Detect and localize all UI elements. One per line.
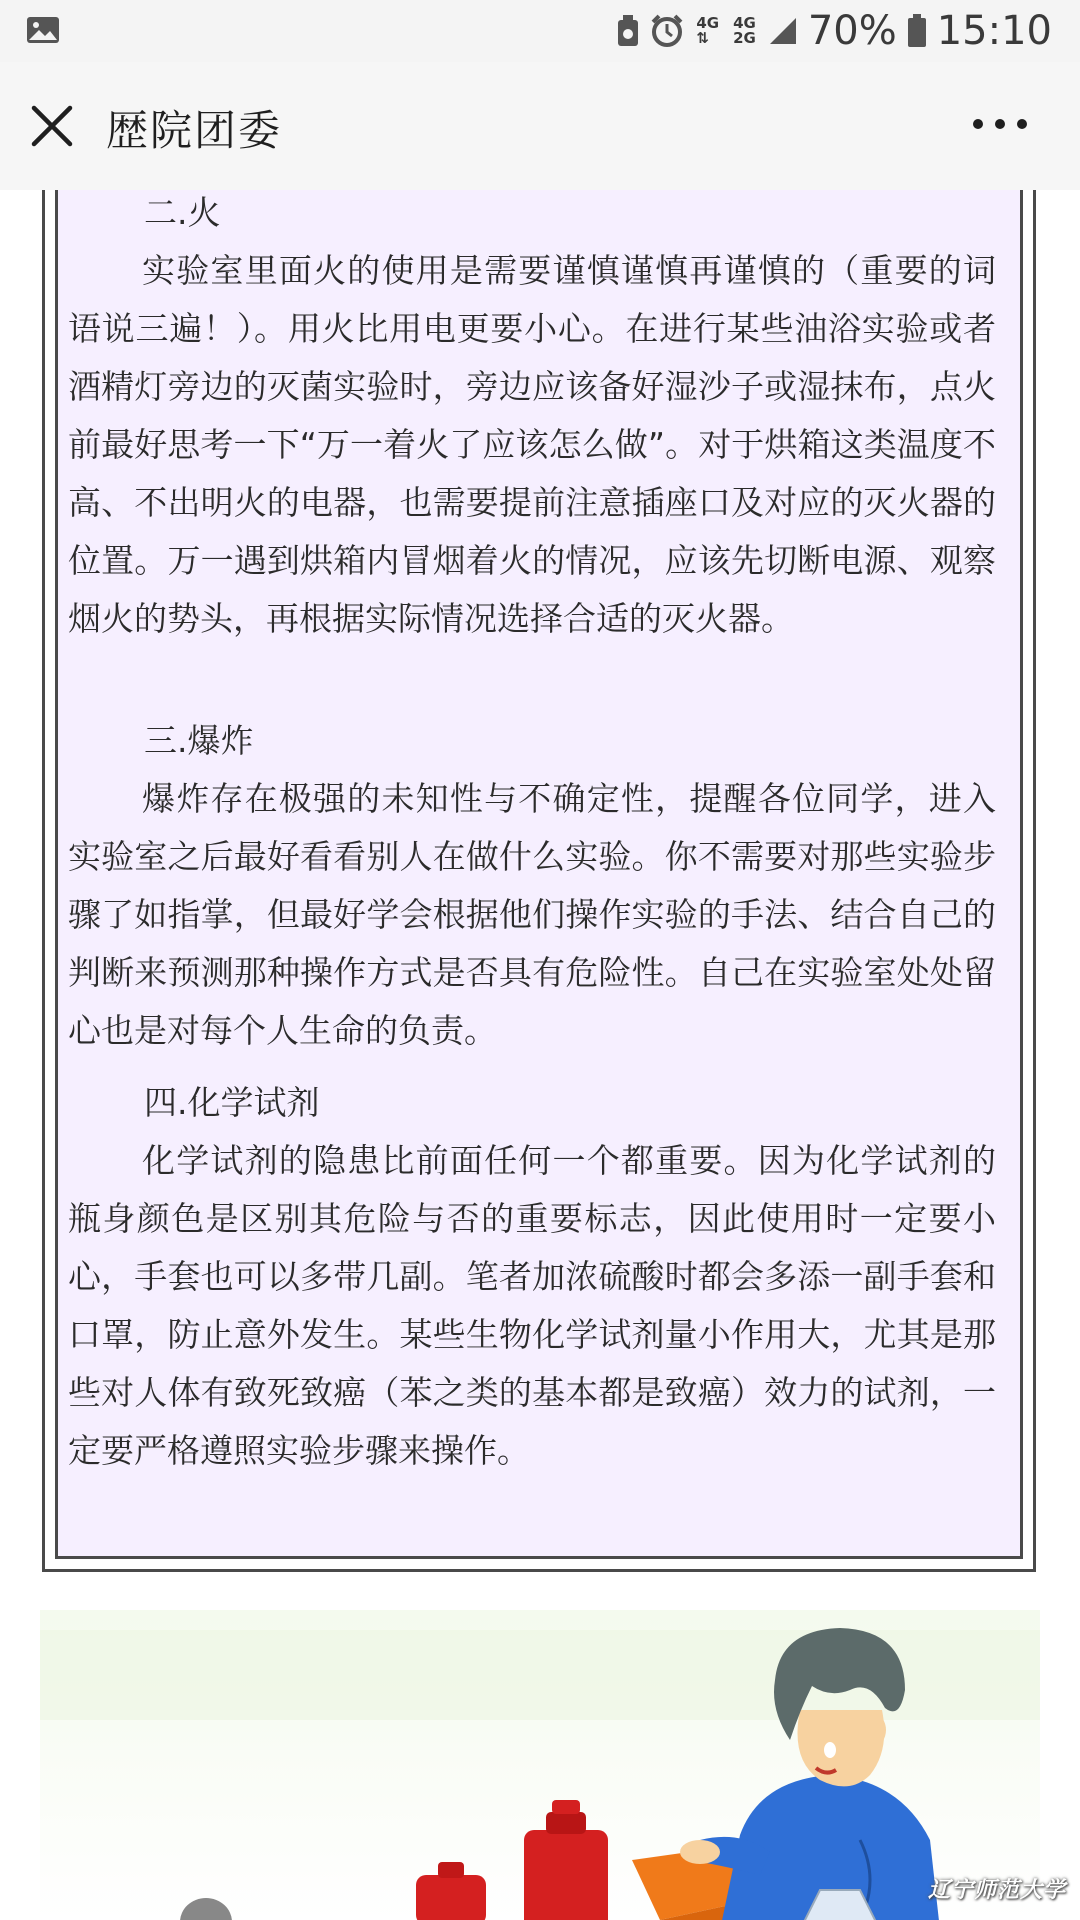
section-body-fire: 实验室里面火的使用是需要谨慎谨慎再谨慎的（重要的词语说三遍！）。用火比用电更要小心。在进行某些油浴实验或者酒精灯旁边的灭菌实验时，旁边应该备好湿沙子或湿抹布，点火前最好思考一下“万一着火了应该怎么做”。对于烘箱这类温度不高、不出明火的电器，也需要提前注意插座口及对应的灭火器的位置。万一遇到烘箱内冒烟着火的情况，应该先切断电源、观察烟火的势头，再根据实际情况选择合适的灭火器。 (68, 251, 996, 638)
lab-illustration (0, 1590, 1080, 1920)
section-body-explosion: 爆炸存在极强的未知性与不确定性，提醒各位同学，进入实验室之后最好看看别人在做什么实验。你不需要对那些实验步骤了如指掌，但最好学会根据他们操作实验的手法、结合自己的判断来预测那种操作方式是否具有危险性。自己在实验室处处留心也是对每个人生命的负责。 (68, 779, 996, 1050)
status-bar (0, 0, 1080, 62)
signal-icon (768, 16, 798, 46)
section-body-chemicals: 化学试剂的隐患比前面任何一个都重要。因为化学试剂的瓶身颜色是区别其危险与否的重要标志，因此使用时一定要小心，手套也可以多带几副。笔者加浓硫酸时都会多添一副手套和口罩，防止意外发生。某些生物化学试剂量小作用大，尤其是那些对人体有致死致癌（苯之类的基本都是致癌）效力的试剂，一定要严格遵照实验步骤来操作。 (68, 1141, 996, 1470)
network-indicator-1: 4G ⇅ (696, 14, 720, 47)
battery-icon (907, 14, 927, 48)
lab-scene-image (0, 1590, 1080, 1920)
article-content[interactable] (0, 190, 1080, 1920)
more-icon[interactable] (970, 114, 1030, 134)
gallery-icon (26, 16, 60, 44)
clean-icon (616, 14, 640, 48)
battery-percent: 70% (807, 8, 897, 54)
section-title-explosion: 三.爆炸 (144, 721, 254, 760)
alarm-icon (650, 14, 684, 48)
watermark: 辽宁师范大学 (927, 1878, 1066, 1903)
nav-bar (0, 62, 1080, 192)
network-indicator-2: 4G 2G (733, 14, 756, 47)
section-title-chemicals: 四.化学试剂 (144, 1083, 320, 1122)
section-title-fire: 二.火 (144, 193, 221, 232)
page-title: 歴院团委 (106, 106, 283, 155)
close-icon[interactable] (30, 104, 74, 148)
clock: 15:10 (936, 8, 1052, 54)
